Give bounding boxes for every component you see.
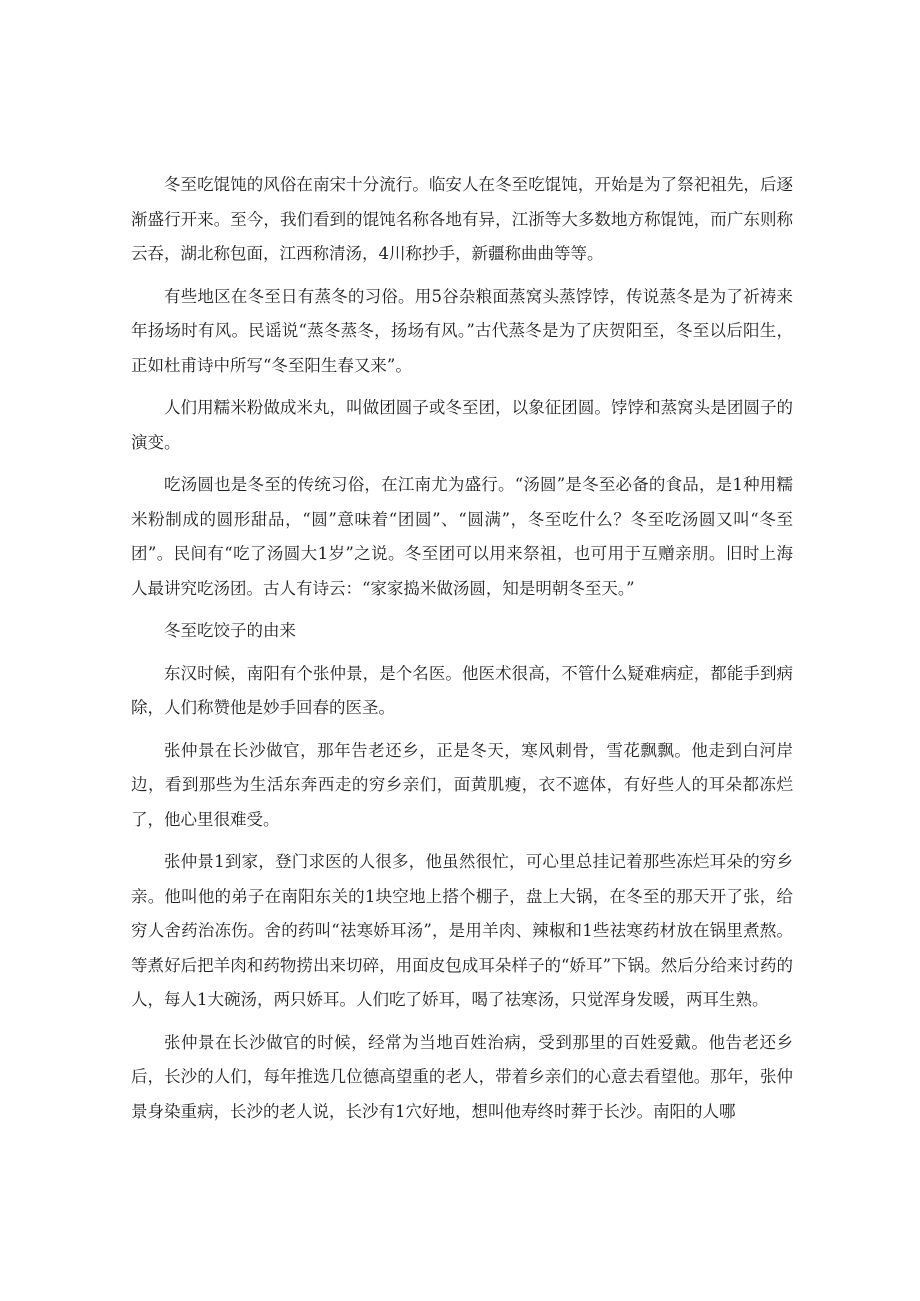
- paragraph-tangyuan: 吃汤圆也是冬至的传统习俗，在江南尤为盛行。“汤圆”是冬至必备的食品，是1种用糯米粉制成的圆形甜品，“圆”意味着“团圆”、“圆满”，冬至吃什么？冬至吃汤圆又叫“冬至团”。民间有“吃了汤圆大1岁”之说。冬至团可以用来祭祖，也可用于互赠亲朋。旧时上海人最讲究吃汤团。古人有诗云：“家家捣米做汤圆，知是明朝冬至天。”: [131, 475, 793, 598]
- document-body: [131, 168, 793, 1137]
- paragraph-steaming-winter: 有些地区在冬至日有蒸冬的习俗。用5谷杂粮面蒸窝头蒸饽饽，传说蒸冬是为了祈祷来年扬场时有风。民谣说“蒸冬蒸冬，扬场有风。”古代蒸冬是为了庆贺阳至，冬至以后阳生，正如杜甫诗中所写“冬至阳生春又来”。: [131, 286, 793, 375]
- section-heading-dumplings-origin: 冬至吃饺子的由来: [164, 621, 296, 640]
- paragraph-changsha-people: 张仲景在长沙做官的时候，经常为当地百姓治病，受到那里的百姓爱戴。他告老还乡后，长沙的人们，每年推选几位德高望重的老人，带着乡亲们的心意去看望他。那年，张仲景身染重病，长沙的老人说，长沙有1穴好地，想叫他寿终时葬于长沙。南阳的人哪: [131, 1032, 793, 1121]
- paragraph-rice-balls: 人们用糯米粉做成米丸，叫做团圆子或冬至团，以象征团圆。饽饽和蒸窝头是团圆子的演变。: [131, 398, 793, 452]
- paragraph-returning-home: 张仲景在长沙做官，那年告老还乡，正是冬天，寒风刺骨，雪花飘飘。他走到白河岸边，看到那些为生活东奔西走的穷乡亲们，面黄肌瘦，衣不遮体，有好些人的耳朵都冻烂了，他心里很难受。: [131, 740, 793, 829]
- paragraph-zhang-zhongjing-intro: 东汉时候，南阳有个张仲景，是个名医。他医术很高，不管什么疑难病症，都能手到病除，人们称赞他是妙手回春的医圣。: [131, 663, 793, 717]
- paragraph-jiaoer-soup: 张仲景1到家，登门求医的人很多，他虽然很忙，可心里总挂记着那些冻烂耳朵的穷乡亲。他叫他的弟子在南阳东关的1块空地上搭个棚子，盘上大锅，在冬至的那天开了张，给穷人舍药治冻伤。舍的药叫“祛寒娇耳汤”，是用羊肉、辣椒和1些祛寒药材放在锅里煮熬。等煮好后把羊肉和药物捞出来切碎，用面皮包成耳朵样子的“娇耳”下锅。然后分给来讨药的人，每人1大碗汤，两只娇耳。人们吃了娇耳，喝了祛寒汤，只觉浑身发暖，两耳生熟。: [131, 852, 793, 1009]
- paragraph-wonton-custom: 冬至吃馄饨的风俗在南宋十分流行。临安人在冬至吃馄饨，开始是为了祭祀祖先，后逐渐盛行开来。至今，我们看到的馄饨名称各地有异，江浙等大多数地方称馄饨，而广东则称云吞，湖北称包面，江西称清汤，4川称抄手，新疆称曲曲等等。: [131, 175, 793, 263]
